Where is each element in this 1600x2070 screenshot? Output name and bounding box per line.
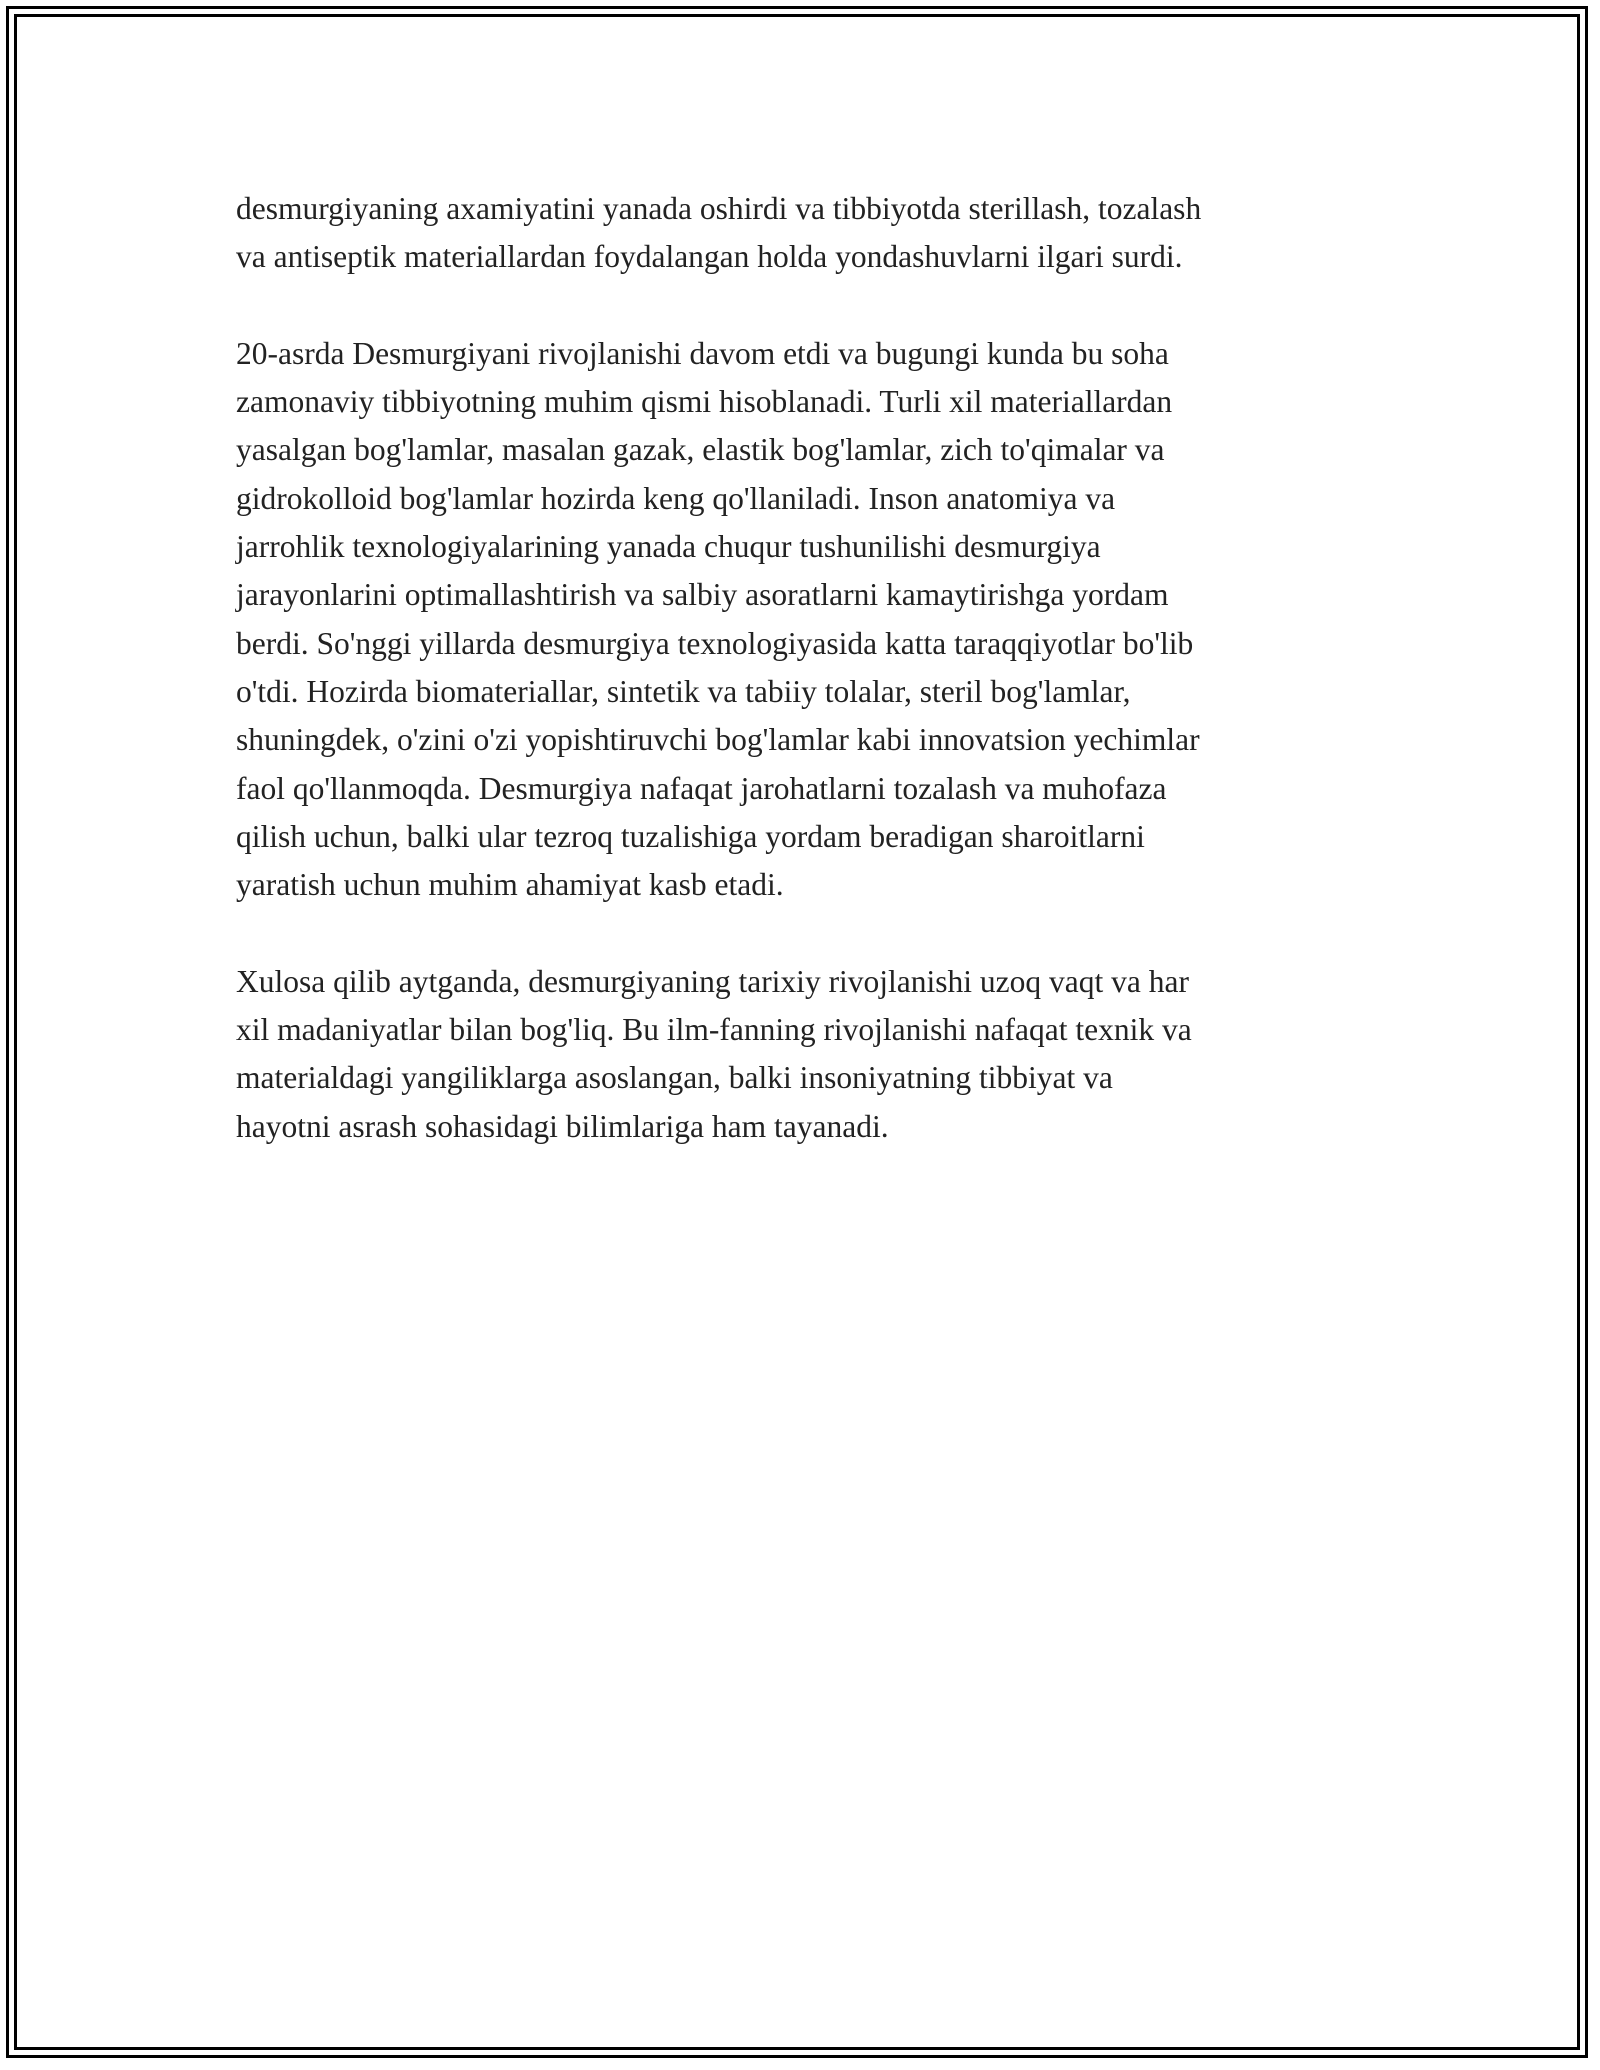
text-line: yasalgan bog'lamlar, masalan gazak, elastik bog'lamlar, zich to'qimalar va bbox=[236, 432, 1165, 468]
text-line: qilish uchun, balki ular tezroq tuzalishiga yordam beradigan sharoitlarni bbox=[236, 818, 1145, 854]
text-line: hayotni asrash sohasidagi bilimlariga ham tayanadi. bbox=[236, 1108, 889, 1144]
text-line: faol qo'llanmoqda. Desmurgiya nafaqat jarohatlarni tozalash va muhofaza bbox=[236, 770, 1167, 806]
text-line: jarayonlarini optimallashtirish va salbiy asoratlarni kamaytirishga yordam bbox=[236, 577, 1169, 613]
text-line: xil madaniyatlar bilan bog'liq. Bu ilm-fanning rivojlanishi nafaqat texnik va bbox=[236, 1012, 1192, 1048]
document-body bbox=[236, 185, 1386, 1199]
text-line: zamonaviy tibbiyotning muhim qismi hisoblanadi. Turli xil materiallardan bbox=[236, 384, 1173, 420]
text-line: shuningdek, o'zini o'zi yopishtiruvchi bog'lamlar kabi innovatsion yechimlar bbox=[236, 722, 1200, 758]
text-line: jarrohlik texnologiyalarining yanada chuqur tushunilishi desmurgiya bbox=[236, 529, 1101, 565]
text-line: gidrokolloid bog'lamlar hozirda keng qo'llaniladi. Inson anatomiya va bbox=[236, 480, 1116, 516]
text-line: yaratish uchun muhim ahamiyat kasb etadi. bbox=[236, 867, 784, 903]
text-line: desmurgiyaning axamiyatini yanada oshirdi va tibbiyotda sterillash, tozalash bbox=[236, 191, 1202, 226]
text-line: va antiseptik materiallardan foydalangan holda yondashuvlarni ilgari surdi. bbox=[236, 239, 1183, 275]
text-line: o'tdi. Hozirda biomateriallar, sintetik va tabiiy tolalar, steril bog'lamlar, bbox=[236, 673, 1131, 709]
text-line: materialdagi yangiliklarga asoslangan, balki insoniyatning tibbiyat va bbox=[236, 1060, 1113, 1096]
paragraph-1 bbox=[236, 185, 1386, 282]
paragraph-2 bbox=[236, 330, 1386, 910]
text-line: berdi. So'nggi yillarda desmurgiya texnologiyasida katta taraqqiyotlar bo'lib bbox=[236, 625, 1194, 661]
text-line: 20-asrda Desmurgiyani rivojlanishi davom etdi va bugungi kunda bu soha bbox=[236, 335, 1169, 371]
paragraph-3 bbox=[236, 958, 1386, 1151]
text-line: Xulosa qilib aytganda, desmurgiyaning tarixiy rivojlanishi uzoq vaqt va har bbox=[236, 963, 1189, 999]
